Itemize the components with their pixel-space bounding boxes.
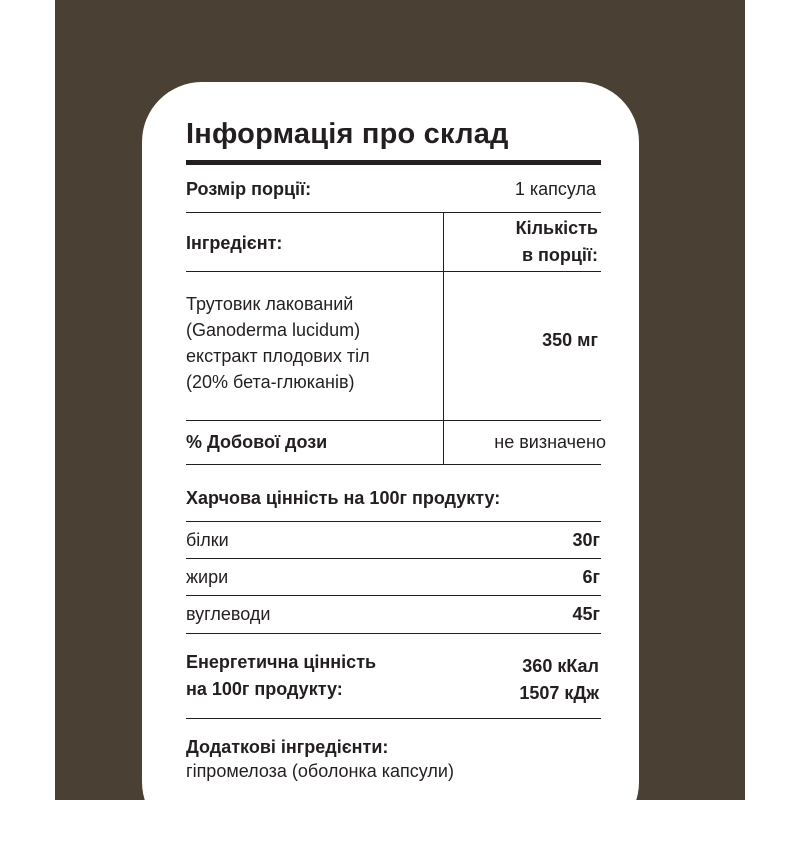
nutrition-row-value: 6г — [582, 567, 600, 587]
divider — [186, 271, 601, 272]
divider — [186, 521, 601, 522]
divider — [186, 718, 601, 719]
divider — [186, 558, 601, 559]
ingredient-name-line3: екстракт плодових тіл — [186, 346, 370, 366]
additional-text: гіпромелоза (оболонка капсули) — [186, 761, 454, 781]
ingredient-name-line4: (20% бета-глюканів) — [186, 372, 355, 392]
additional-heading: Додаткові інгредієнти: — [186, 737, 389, 757]
label-title: Інформація про склад — [186, 118, 509, 150]
divider — [186, 212, 601, 213]
nutrition-row-value: 45г — [572, 604, 600, 624]
ingredient-name-line2: (Ganoderma lucidum) — [186, 320, 361, 340]
divider — [186, 595, 601, 596]
title-rule — [186, 160, 601, 165]
nutrition-heading: Харчова цінність на 100г продукту: — [186, 488, 501, 508]
divider — [186, 464, 601, 465]
nutrition-row-name: жири — [186, 567, 229, 587]
energy-label-line1: Енергетична цінність — [186, 652, 377, 672]
ingredient-name-line1: Трутовик лакований — [186, 294, 354, 314]
serving-size-value: 1 капсула — [514, 179, 596, 199]
divider — [186, 633, 601, 634]
daily-value-label: % Добової дози — [186, 432, 328, 452]
nutrition-row-value: 30г — [572, 530, 600, 550]
ingredient-amount: 350 мг — [542, 330, 598, 350]
daily-value-value: не визначено — [494, 432, 606, 452]
nutrition-row-name: білки — [186, 530, 229, 550]
divider — [186, 420, 601, 421]
column-divider — [443, 212, 444, 464]
amount-header-line1: Кількість — [515, 218, 598, 238]
serving-size-label: Розмір порції: — [186, 179, 312, 199]
ingredient-header-label: Інгредієнт: — [186, 233, 283, 253]
energy-label-line2: на 100г продукту: — [186, 679, 343, 699]
energy-kj: 1507 кДж — [519, 683, 599, 703]
energy-kcal: 360 кКал — [522, 656, 599, 676]
amount-header-line2: в порції: — [521, 245, 598, 265]
nutrition-row-name: вуглеводи — [186, 604, 271, 624]
